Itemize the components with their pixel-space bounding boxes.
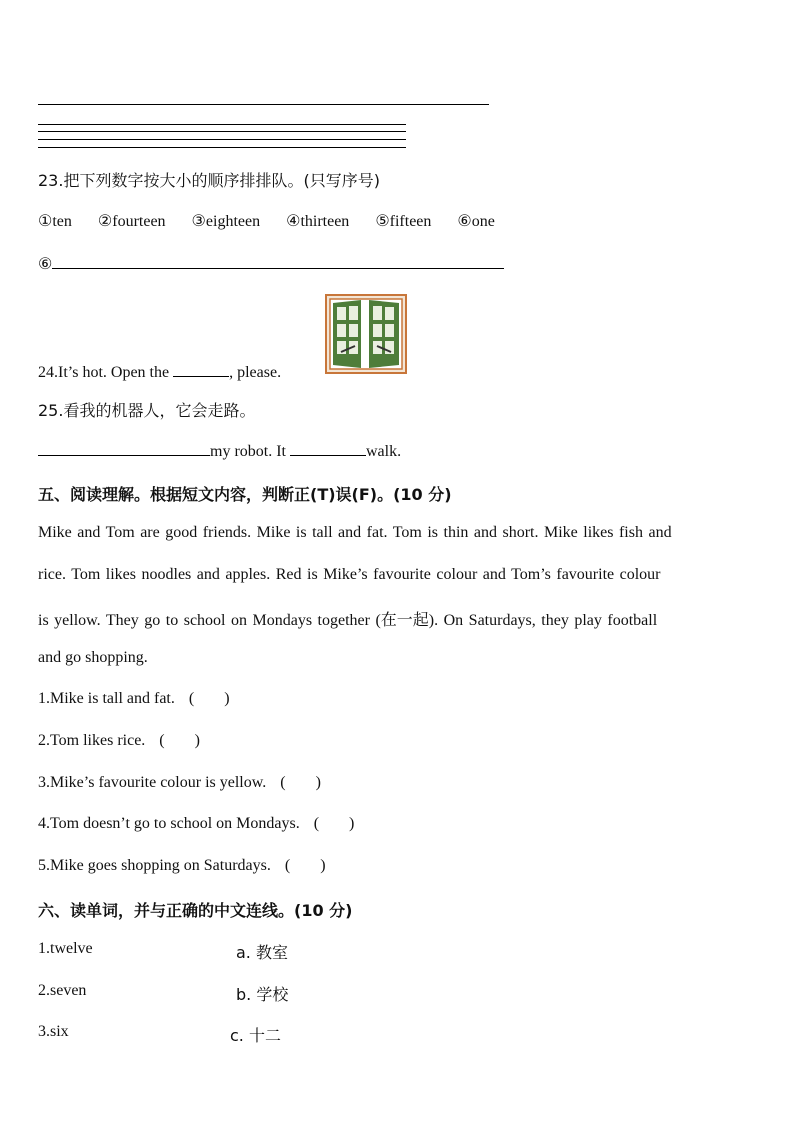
section6-title: 六、读单词，并与正确的中文连线。(10 分) [38,901,353,920]
section5-title: 五、阅读理解。根据短文内容，判断正(T)误(F)。(10 分) [38,485,452,504]
q23-answer-blank[interactable] [52,254,504,269]
tf-question-5 [38,857,326,875]
tf-answer-bracket[interactable]: ( ) [280,774,321,791]
match-meaning[interactable]: a. 教室 [236,943,288,962]
q23-prompt: 23.把下列数字按大小的顺序排排队。(只写序号) [38,171,380,190]
q25-part2: walk. [366,443,402,460]
window-left-sash [333,300,361,368]
match-meaning[interactable]: c. 十二 [230,1026,281,1045]
q24-after: , please. [229,364,282,381]
tf-question-2 [38,732,200,750]
tf-question-text: 5.Mike goes shopping on Saturdays. [38,857,271,874]
tf-answer-bracket[interactable]: ( ) [159,732,200,749]
q23-option: ⑤fifteen [375,213,432,230]
q24-before: 24.It’s hot. Open the [38,364,170,381]
q23-options [38,211,495,231]
window-picture [325,294,407,374]
tf-answer-bracket[interactable]: ( ) [313,815,355,832]
match-meaning[interactable]: b. 学校 [236,985,289,1004]
tf-question-text: 4.Tom doesn’t go to school on Mondays. [38,815,300,832]
q23-option: ③eighteen [191,213,261,230]
tf-question-3 [38,774,321,792]
passage-line: and go shopping. [38,649,148,666]
answer-line-3 [38,131,406,132]
q23-answer-prefix: ⑥ [38,256,53,273]
answer-line-1 [38,104,489,105]
answer-line-2 [38,124,406,125]
q24-blank[interactable] [173,362,229,377]
q23-option: ①ten [38,213,72,230]
match-word[interactable]: 2.seven [38,982,87,999]
answer-line-4 [38,139,406,140]
match-word[interactable]: 3.six [38,1023,69,1040]
q23-option: ④thirteen [286,213,350,230]
q23-option: ⑥one [457,213,495,230]
q25-blank-2[interactable] [290,441,366,456]
q24-sentence [38,362,281,382]
q23-answer-row [38,254,504,274]
tf-question-4 [38,815,354,833]
passage-line: rice. Tom likes noodles and apples. Red is Mike’s favourite colour and Tom’s favourite colour [38,566,661,583]
window-right-sash [369,300,399,368]
match-word[interactable]: 1.twelve [38,940,93,957]
q25-answer-row [38,441,401,461]
q25-blank-1[interactable] [38,441,210,456]
tf-answer-bracket[interactable]: ( ) [188,690,230,707]
tf-question-text: 2.Tom likes rice. [38,732,146,749]
tf-question-text: 3.Mike’s favourite colour is yellow. [38,774,267,791]
q25-part1: my robot. It [210,443,286,460]
q25-prompt: 25.看我的机器人，它会走路。 [38,401,256,420]
passage-line: Mike and Tom are good friends. Mike is tall and fat. Tom is thin and short. Mike likes fish and [38,524,672,541]
answer-line-5 [38,147,406,148]
tf-answer-bracket[interactable]: ( ) [284,857,326,874]
tf-question-1 [38,690,230,708]
tf-question-text: 1.Mike is tall and fat. [38,690,175,707]
passage-line: is yellow. They go to school on Mondays together (在一起). On Saturdays, they play football [38,612,658,629]
q23-option: ②fourteen [97,213,166,230]
